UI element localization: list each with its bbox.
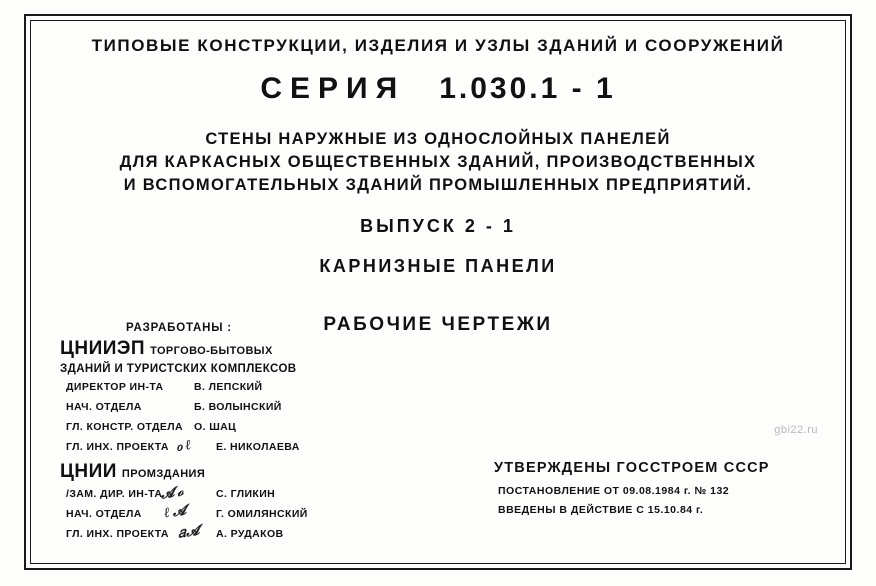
developers-heading: РАЗРАБОТАНЫ :: [126, 322, 232, 334]
organization-2-suffix: ПРОМЗДАНИЯ: [121, 468, 206, 480]
signature-mark: ℓ 𝓐: [162, 503, 188, 522]
person-role: НАЧ. ОТДЕЛА: [66, 401, 142, 413]
document-kind: РАБОЧИЕ ЧЕРТЕЖИ: [323, 314, 553, 335]
approval-authority: УТВЕРЖДЕНЫ ГОССТРОЕМ СССР: [494, 460, 770, 476]
person-name: Г. ОМИЛЯНСКИЙ: [216, 508, 308, 520]
person-role: НАЧ. ОТДЕЛА: [66, 508, 142, 520]
organization-2-name: ЦНИИ: [60, 461, 117, 482]
person-name: Е. НИКОЛАЕВА: [216, 441, 300, 453]
organization-1-name: ЦНИИЭП: [60, 338, 146, 359]
watermark-text: gbi22.ru: [774, 424, 818, 436]
person-name: О. ШАЦ: [194, 421, 237, 433]
subtitle-line-1: СТЕНЫ НАРУЖНЫЕ ИЗ ОДНОСЛОЙНЫХ ПАНЕЛЕЙ: [205, 130, 671, 148]
person-name: С. ГЛИКИН: [216, 488, 276, 500]
person-row: [66, 381, 390, 394]
person-role: ДИРЕКТОР ИН-ТА: [66, 381, 164, 393]
person-role: /ЗАМ. ДИР. ИН-ТА: [66, 488, 163, 500]
person-role: ГЛ. КОНСТР. ОТДЕЛА: [66, 421, 184, 433]
document-category-line: ТИПОВЫЕ КОНСТРУКЦИИ, ИЗДЕЛИЯ И УЗЛЫ ЗДАНИЙ И СООРУЖЕНИЙ: [91, 36, 785, 55]
signature-mark: 𝑎𝓐: [176, 523, 201, 542]
developers-block: [60, 322, 390, 548]
approval-effective-date: ВВЕДЕНЫ В ДЕЙСТВИЕ С 15.10.84 г.: [498, 504, 704, 516]
person-name: Б. ВОЛЫНСКИЙ: [194, 401, 282, 413]
person-row: [66, 421, 390, 434]
person-row: [66, 484, 390, 503]
person-row: [66, 401, 390, 414]
person-role: ГЛ. ИНХ. ПРОЕКТА: [66, 528, 169, 540]
approval-block: [494, 460, 824, 523]
approval-decree: ПОСТАНОВЛЕНИЕ ОТ 09.08.1984 г. № 132: [498, 485, 730, 497]
subtitle-line-2: ДЛЯ КАРКАСНЫХ ОБЩЕСТВЕННЫХ ЗДАНИЙ, ПРОИЗВОДСТВЕННЫХ: [119, 153, 757, 171]
organization-1: [60, 338, 390, 360]
page-content: [30, 20, 846, 564]
issue-title: КАРНИЗНЫЕ ПАНЕЛИ: [319, 256, 557, 276]
issue-number: ВЫПУСК 2 - 1: [360, 216, 516, 236]
organization-1-suffix: ТОРГОВО-БЫТОВЫХ: [150, 345, 273, 357]
person-row: [66, 438, 390, 455]
document-subtitle: [30, 128, 846, 197]
person-name: В. ЛЕПСКИЙ: [194, 381, 263, 393]
person-role: ГЛ. ИНХ. ПРОЕКТА: [66, 441, 169, 453]
series-row: [30, 72, 846, 106]
organization-2: [60, 461, 390, 483]
subtitle-line-3: И ВСПОМОГАТЕЛЬНЫХ ЗДАНИЙ ПРОМЫШЛЕННЫХ ПРЕДПРИЯТИЙ.: [123, 176, 753, 194]
signature-mark: 𝓐 ℴ: [159, 484, 185, 503]
series-number: 1.030.1 - 1: [439, 72, 616, 105]
person-row: [66, 523, 390, 542]
person-name: А. РУДАКОВ: [216, 528, 284, 540]
organization-1-second-line: ЗДАНИЙ И ТУРИСТСКИХ КОМПЛЕКСОВ: [60, 363, 297, 375]
series-label: СЕРИЯ: [260, 72, 406, 105]
person-row: [66, 503, 390, 522]
signature-mark: ℴ ℓ: [175, 438, 193, 455]
